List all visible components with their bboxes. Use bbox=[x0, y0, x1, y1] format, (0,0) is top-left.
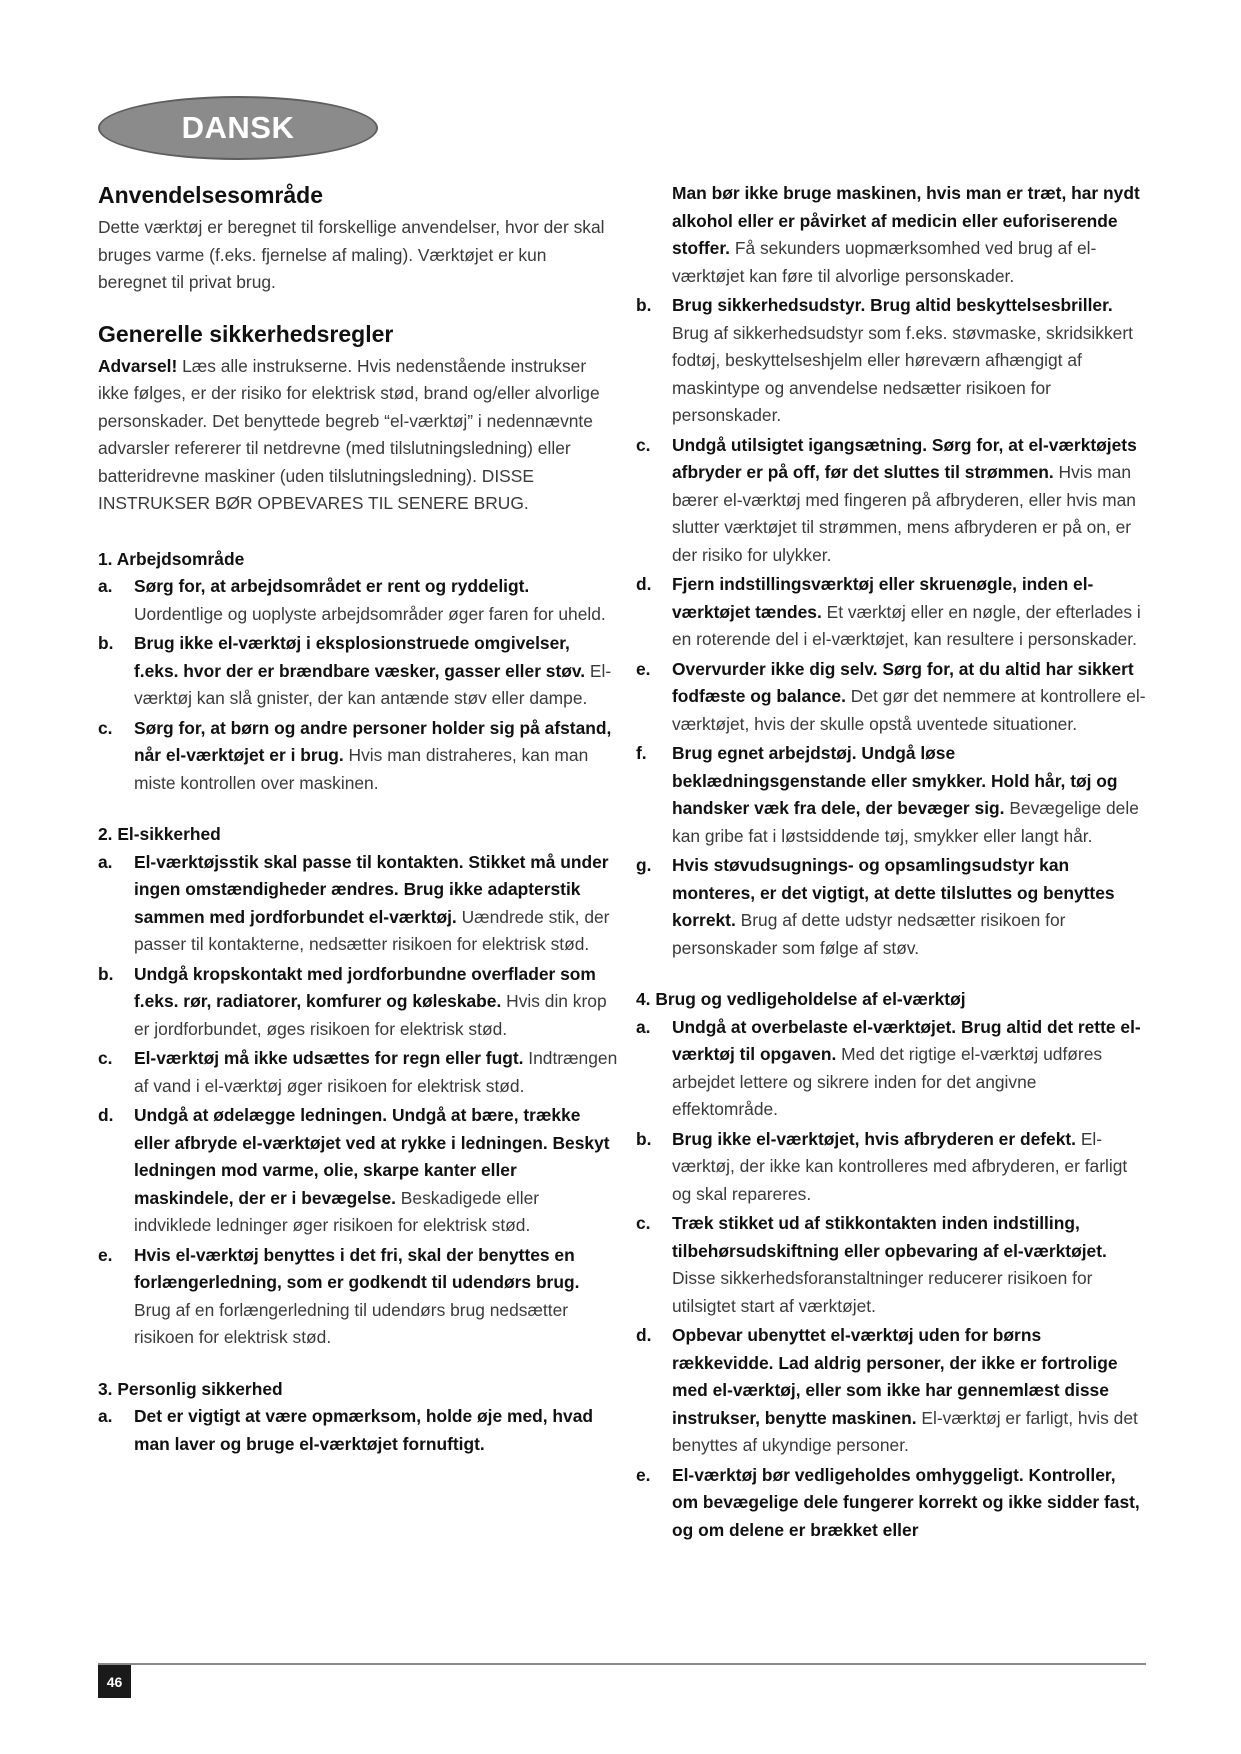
list-item bbox=[636, 740, 1146, 850]
list-item bbox=[636, 1014, 1146, 1124]
section-3-title: 3. Personlig sikkerhed bbox=[98, 1378, 283, 1399]
safety-title: Generelle sikkerhedsregler bbox=[98, 320, 394, 347]
section-4-title: 4. Brug og vedligeholdelse af el-værktøj bbox=[636, 989, 966, 1009]
list-item bbox=[636, 571, 1146, 654]
item-text: Brug af sikkerhedsudstyr som f.eks. støvmaske, skridsikkert fodtøj, beskyttelseshjelm eller høreværn afhængigt af maskintype og anvendelse nedsætter risikoen for personskader. bbox=[672, 322, 1133, 425]
section-4-list bbox=[636, 1014, 1146, 1545]
item-bold-text: Hvis el-værktøj benyttes i det fri, skal der benyttes en forlængerledning, som er godkendt til udendørs brug. bbox=[134, 1244, 580, 1292]
item-text: Hvis man distraheres, kan man miste kontrollen over maskinen. bbox=[134, 745, 589, 793]
list-item bbox=[98, 1242, 618, 1352]
list-item bbox=[98, 573, 618, 628]
item-bold-text: El-værktøj må ikke udsættes for regn eller fugt. bbox=[134, 1048, 524, 1068]
list-item bbox=[98, 1403, 618, 1458]
item-text: El-værktøj kan slå gnister, der kan antænde støv eller dampe. bbox=[134, 660, 612, 708]
item-label: a. bbox=[98, 576, 113, 596]
item-text: Uændrede stik, der passer til kontakterne, nedsætter risikoen for elektrisk stød. bbox=[134, 906, 610, 954]
item-bold-text: Træk stikket ud af stikkontakten inden indstilling, tilbehørsudskiftning eller opbevaring af el-værktøjet. bbox=[672, 1213, 1107, 1261]
item-label: e. bbox=[636, 658, 651, 679]
list-item bbox=[636, 1210, 1146, 1320]
item-bold-text: Brug ikke el-værktøj i eksplosionstruede omgivelser, f.eks. hvor der er brændbare væsker, gasser eller støv. bbox=[134, 633, 586, 681]
item-text: Med det rigtige el-værktøj udføres arbejdet lettere og sikrere inden for det angivne effektområde. bbox=[672, 1044, 1103, 1119]
list-item-continued bbox=[636, 180, 1146, 290]
right-column bbox=[636, 180, 1146, 1546]
item-bold-text: Undgå kropskontakt med jordforbundne overflader som f.eks. rør, radiatorer, komfurer og køleskabe. bbox=[134, 963, 596, 1011]
item-bold-text: Sørg for, at arbejdsområdet er rent og ryddeligt. bbox=[134, 576, 530, 596]
item-label: c. bbox=[98, 1048, 113, 1068]
list-item bbox=[636, 432, 1146, 570]
item-bold-text: Overvurder ikke dig selv. Sørg for, at du altid har sikkert fodfæste og balance. bbox=[672, 658, 1134, 706]
item-text: El-værktøj er farligt, hvis det benyttes af ukyndige personer. bbox=[672, 1407, 1138, 1455]
item-text: Bevægelige dele kan gribe fat i løstsiddende tøj, smykker eller langt hår. bbox=[672, 798, 1139, 846]
intro-text: Dette værktøj er beregnet til forskellige anvendelser, hvor der skal bruges varme (f.eks. fjernelse af maling). Værktøjet er kun beregnet til privat brug. bbox=[98, 217, 605, 292]
item-bold-text: Det er vigtigt at være opmærksom, holde øje med, hvad man laver og bruge el-værktøjet fornuftigt. bbox=[134, 1406, 594, 1454]
item-label: g. bbox=[636, 855, 652, 875]
item-text: Beskadigede eller indviklede ledninger øger risikoen for elektrisk stød. bbox=[134, 1187, 540, 1235]
item-text: Uordentlige og uoplyste arbejdsområder øger faren for uheld. bbox=[134, 603, 606, 624]
item-label: a. bbox=[98, 1406, 113, 1426]
section-2-title: 2. El-sikkerhed bbox=[98, 824, 221, 844]
item-bold-text: Opbevar ubenyttet el-værktøj uden for børns rækkevidde. Lad aldrig personer, der ikke er fortrolige med el-værktøj, eller som ikke har gennemlæst disse instrukser, benytte maskinen. bbox=[672, 1325, 1118, 1428]
item-bold-text: Undgå utilsigtet igangsætning. Sørg for, at el-værktøjets afbryder er på off, før det sluttes til strømmen. bbox=[672, 434, 1137, 482]
item-label: d. bbox=[636, 1325, 652, 1345]
section-1-list bbox=[98, 573, 618, 797]
warning-text: Læs alle instrukserne. Hvis nedenstående instrukser ikke følges, er der risiko for elektrisk stød, brand og/eller alvorlige personskader. Det benyttede begreb “el-værktøj” i nedennævnte advarsler refererer til netdrevne (med tilslutningsledning) eller batteridrevne maskiner (uden tilslutningsledning). DISSE INSTRUKSER BØR OPBEVARES TIL SENERE BRUG. bbox=[98, 355, 600, 513]
item-label: d. bbox=[98, 1105, 114, 1125]
item-label: b. bbox=[636, 295, 652, 315]
page-number: 46 bbox=[98, 1665, 131, 1698]
item-bold-text: Fjern indstillingsværktøj eller skruenøgle, inden el-værktøjet tændes. bbox=[672, 574, 1094, 622]
list-item bbox=[636, 292, 1146, 430]
item-label: d. bbox=[636, 574, 652, 594]
item-text: Hvis din krop er jordforbundet, øges risikoen for elektrisk stød. bbox=[134, 991, 607, 1039]
left-column bbox=[98, 180, 618, 1460]
item-text: Brug af en forlængerledning til udendørs brug nedsætter risikoen for elektrisk stød. bbox=[134, 1299, 569, 1347]
safety-warning bbox=[98, 353, 618, 518]
list-item bbox=[98, 1045, 618, 1100]
language-tab bbox=[98, 96, 378, 160]
item-bold-text: Brug egnet arbejdstøj. Undgå løse beklædningsgenstande eller smykker. Hold hår, tøj og handsker væk fra dele, der bevæger sig. bbox=[672, 743, 1118, 818]
item-text: El-værktøj, der ikke kan kontrolleres med afbryderen, er farligt og skal repareres. bbox=[672, 1128, 1128, 1204]
list-item bbox=[98, 849, 618, 959]
item-label: b. bbox=[98, 633, 114, 653]
item-label: c. bbox=[636, 1213, 651, 1233]
item-label: a. bbox=[636, 1016, 651, 1037]
section-1-title: 1. Arbejdsområde bbox=[98, 548, 245, 569]
language-label: DANSK bbox=[181, 110, 295, 145]
warning-label: Advarsel! bbox=[98, 355, 178, 376]
item-text: Disse sikkerhedsforanstaltninger reducerer risikoen for utilsigtet start af værktøjet. bbox=[672, 1268, 1093, 1316]
item-label: b. bbox=[98, 963, 114, 984]
list-item bbox=[636, 1322, 1146, 1460]
item-label: c. bbox=[636, 434, 651, 455]
item-text: Et værktøj eller en nøgle, der efterlades i en roterende del i el-værktøjet, kan resultere i personskader. bbox=[672, 601, 1141, 649]
item-text: Få sekunders uopmærksomhed ved brug af el-værktøjet kan føre til alvorlige personskader. bbox=[672, 238, 1097, 286]
item-bold-text: Hvis støvudsugnings- og opsamlingsudstyr kan monteres, er det vigtigt, at dette tilsluttes og benyttes korrekt. bbox=[672, 855, 1115, 930]
item-bold-text: Undgå at ødelægge ledningen. Undgå at bære, trække eller afbryde el-værktøjet ved at rykke i ledningen. Beskyt ledningen mod varme, olie, skarpe kanter eller maskindele, der er i bevægelse. bbox=[134, 1105, 610, 1208]
item-label: a. bbox=[98, 851, 113, 872]
item-bold-text: Brug sikkerhedsudstyr. Brug altid beskyttelsesbriller. bbox=[672, 295, 1113, 315]
item-text: Indtrængen af vand i el-værktøj øger risikoen for elektrisk stød. bbox=[134, 1048, 618, 1096]
item-label: e. bbox=[98, 1244, 113, 1265]
item-label: e. bbox=[636, 1464, 651, 1485]
list-item bbox=[636, 656, 1146, 739]
item-text: Hvis man bærer el-værktøj med fingeren på afbryderen, eller hvis man slutter værktøjet til strømmen, mens afbryderen er på on, er der risiko for ulykker. bbox=[672, 462, 1136, 565]
item-bold-text: Man bør ikke bruge maskinen, hvis man er træt, har nydt alkohol eller er påvirket af medicin eller euforiserende stoffer. bbox=[672, 183, 1140, 258]
list-item bbox=[98, 715, 618, 798]
list-item bbox=[636, 1462, 1146, 1545]
item-bold-text: El-værktøj bør vedligeholdes omhyggeligt. Kontroller, om bevægelige dele fungerer korrekt og ikke sidder fast, og om delene er brækket eller bbox=[672, 1464, 1140, 1540]
item-text: Brug af dette udstyr nedsætter risikoen for personskader som følge af støv. bbox=[672, 910, 1066, 958]
item-bold-text: Undgå at overbelaste el-værktøjet. Brug altid det rette el-værktøj til opgaven. bbox=[672, 1016, 1141, 1064]
list-item bbox=[636, 1126, 1146, 1209]
list-item bbox=[98, 630, 618, 713]
item-label: c. bbox=[98, 717, 113, 738]
list-item bbox=[636, 852, 1146, 962]
list-item bbox=[98, 1102, 618, 1240]
item-bold-text: Brug ikke el-værktøjet, hvis afbryderen er defekt. bbox=[672, 1128, 1076, 1149]
intro-title: Anvendelsesområde bbox=[98, 182, 323, 208]
list-item bbox=[98, 961, 618, 1044]
footer-divider bbox=[98, 1663, 1146, 1665]
section-2-list bbox=[98, 849, 618, 1352]
item-label: f. bbox=[636, 743, 647, 763]
item-bold-text: Sørg for, at børn og andre personer holder sig på afstand, når el-værktøjet er i brug. bbox=[134, 717, 612, 765]
item-label: b. bbox=[636, 1128, 652, 1149]
section-3-list bbox=[636, 292, 1146, 962]
item-text: Det gør det nemmere at kontrollere el-værktøjet, hvis der skulle opstå uventede situationer. bbox=[672, 686, 1146, 734]
item-bold-text: El-værktøjsstik skal passe til kontakten. Stikket må under ingen omstændigheder ændres. Brug ikke adapterstik sammen med jordforbundet el-værktøj. bbox=[134, 851, 609, 927]
